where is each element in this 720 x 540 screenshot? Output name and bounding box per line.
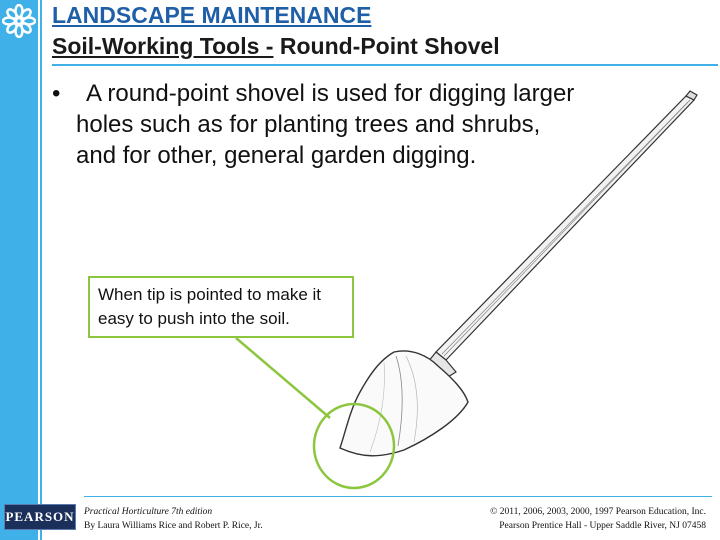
slide-title: LANDSCAPE MAINTENANCE [52, 2, 372, 28]
subtitle-topic: Soil-Working Tools - [52, 33, 274, 59]
callout-pointer [236, 338, 330, 418]
footer-book-info [84, 505, 263, 533]
footer-book-title: Practical Horticulture 7th edition [84, 507, 213, 517]
footer-publisher: Pearson Prentice Hall - Upper Saddle River, NJ 07458 [499, 521, 706, 531]
footer-divider [84, 496, 712, 497]
bullet-text: A round-point shovel is used for digging larger holes such as for planting trees and shrubs, and for other, general garden digging. [76, 80, 575, 169]
tip-callout: When tip is pointed to make it easy to push into the soil. [88, 276, 354, 338]
pearson-logo: PEARSON [4, 504, 76, 530]
footer-copyright [490, 505, 706, 533]
subtitle-tool: Round-Point Shovel [273, 33, 500, 59]
bullet-marker: • [52, 80, 61, 107]
footer-authors: By Laura Williams Rice and Robert P. Rice, Jr. [84, 521, 263, 531]
footer-copyright-line: © 2011, 2006, 2003, 2000, 1997 Pearson Education, Inc. [490, 507, 706, 517]
